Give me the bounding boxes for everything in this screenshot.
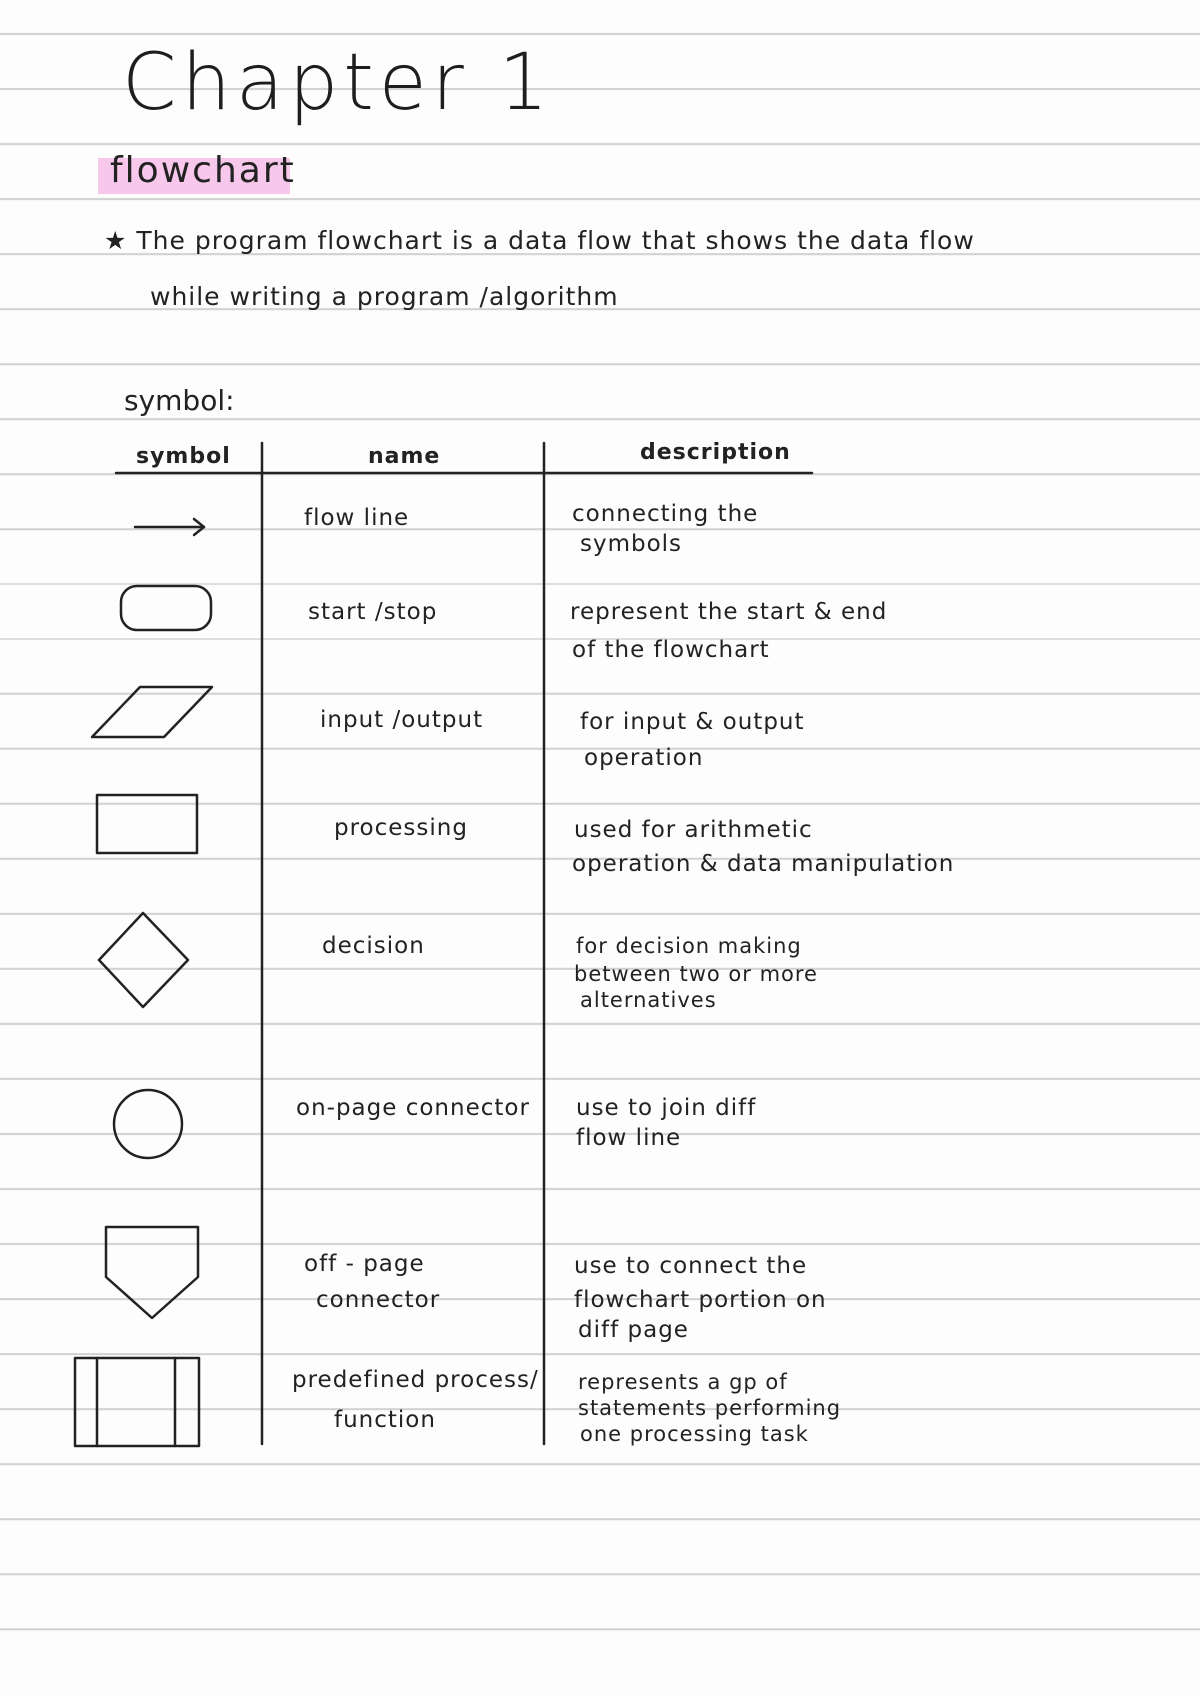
off-page-connector-icon (106, 1227, 198, 1318)
row-desc-line: use to connect the (574, 1253, 808, 1279)
row-desc-line: alternatives (580, 988, 717, 1012)
row-desc-line: for input & output (580, 709, 805, 735)
row-desc-line: of the flowchart (572, 637, 770, 663)
row-name-off-page-line-1: off - page (304, 1251, 425, 1277)
row-desc-line: between two or more (574, 962, 818, 986)
row-desc-line: represents a gp of (578, 1370, 788, 1394)
symbol-label: symbol: (124, 384, 235, 417)
flow-line-arrow-icon (135, 519, 204, 535)
star-icon: ★ (104, 226, 128, 255)
row-desc-line: operation & data manipulation (572, 851, 955, 877)
row-name-off-page-line-2: connector (316, 1287, 441, 1313)
header-symbol: symbol (136, 444, 231, 469)
row-name-processing: processing (334, 815, 468, 841)
process-rectangle-icon (97, 795, 197, 853)
terminal-symbol-icon (121, 586, 211, 630)
row-name-start-stop: start /stop (308, 599, 438, 625)
diamond-icon (99, 913, 188, 1007)
row-desc-line: operation (584, 745, 704, 771)
definition-text-1: The program flowchart is a data flow that shows the data flow (136, 226, 975, 255)
row-desc-line: statements performing (578, 1396, 842, 1420)
connector-circle-icon (114, 1090, 182, 1158)
header-name: name (368, 444, 441, 469)
row-desc-line: one processing task (580, 1422, 809, 1446)
section-title: flowchart (110, 150, 296, 191)
row-name-flow-line: flow line (304, 505, 410, 531)
chapter-title: Chapter 1 (122, 38, 554, 128)
parallelogram-icon (92, 687, 212, 737)
row-name-input-output: input /output (320, 707, 484, 733)
row-desc-line: use to join diff (576, 1095, 757, 1121)
row-name-decision: decision (322, 933, 425, 959)
row-name-predefined-line-2: function (334, 1407, 436, 1433)
predefined-process-icon (75, 1358, 199, 1446)
row-desc-line: connecting the (572, 501, 759, 527)
row-desc-line: represent the start & end (570, 599, 888, 625)
row-desc-line: flow line (576, 1125, 682, 1151)
row-desc-line: for decision making (576, 934, 802, 958)
row-desc-line: symbols (580, 531, 683, 557)
row-desc-line: used for arithmetic (574, 817, 813, 843)
row-desc-line: diff page (578, 1317, 689, 1343)
row-name-on-page-connector: on-page connector (296, 1095, 530, 1121)
row-desc-line: flowchart portion on (574, 1287, 827, 1313)
row-name-predefined-line-1: predefined process/ (292, 1367, 539, 1393)
definition-line-2: while writing a program /algorithm (150, 282, 619, 311)
header-description: description (640, 440, 791, 465)
